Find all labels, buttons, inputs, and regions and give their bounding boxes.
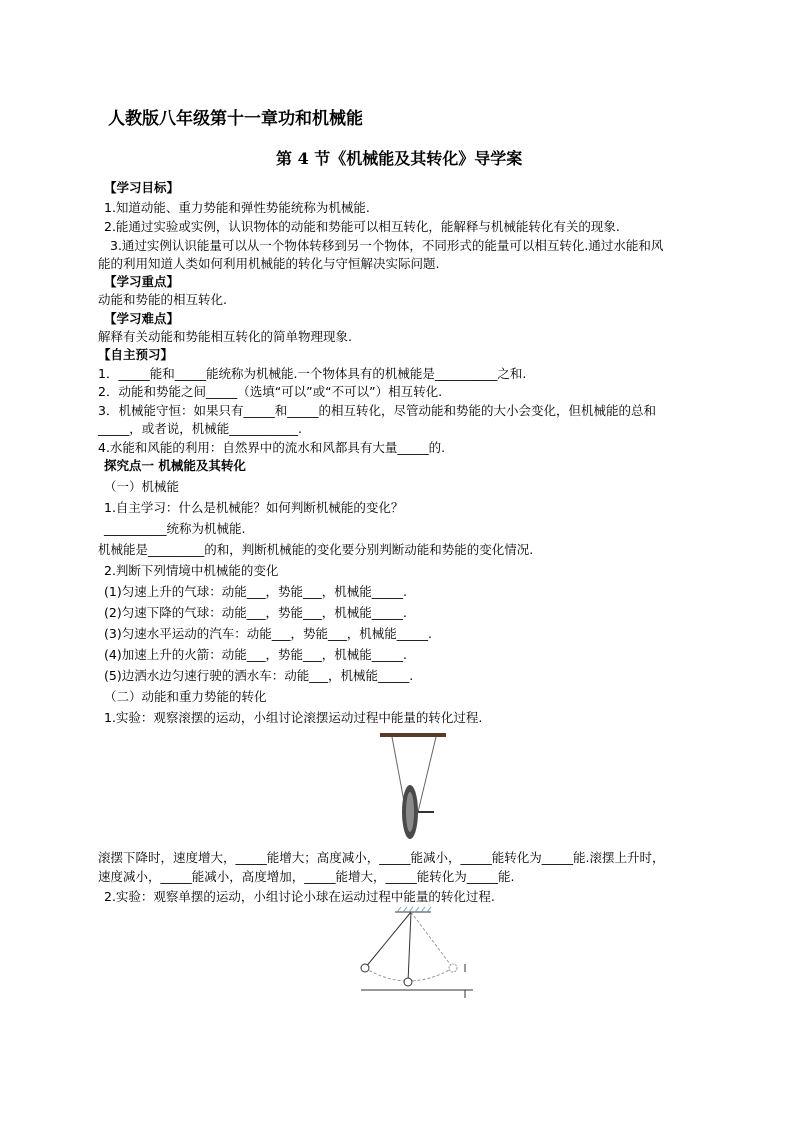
difficulty-heading: 【学习难点】 xyxy=(104,311,180,326)
maxwell-wheel-figure xyxy=(378,728,448,850)
goals-heading: 【学习目标】 xyxy=(104,180,180,195)
question-2: 2.判断下列情境中机械能的变化 xyxy=(104,563,279,578)
preview-item-4: 4.水能和风能的利用：自然界中的流水和风都具有大量_____的. xyxy=(98,440,446,455)
experiment-1-answer-line-1: 滚摆下降时，速度增大，_____能增大；高度减小，_____能减小，_____能转化为_____能.滚摆上升时， xyxy=(98,850,665,865)
preview-item-3-line-1: 3．机械能守恒：如果只有_____和_____的相互转化，尽管动能和势能的大小会变化，但机械能的总和 xyxy=(98,403,656,418)
subsection-mechanical-energy: （一）机械能 xyxy=(104,479,180,494)
pendulum-ball-right xyxy=(449,964,457,972)
difficulty-text: 解释有关动能和势能相互转化的简单物理现象. xyxy=(98,329,352,344)
preview-item-3-line-2: _____，或者说，机械能___________. xyxy=(98,421,302,436)
experiment-1: 1.实验：观察滚摆的运动，小组讨论滚摆运动过程中能量的转化过程. xyxy=(104,710,483,725)
preview-item-1: 1．_____能和_____能统称为机械能.一个物体具有的机械能是__________之和. xyxy=(98,366,527,381)
scenario-4: (4)加速上升的火箭：动能___，势能___，机械能_____. xyxy=(104,647,407,662)
pendulum-string-left xyxy=(365,912,411,968)
wheel-disk-face xyxy=(406,792,414,832)
goal-3-line-2: 能的利用知道人类如何利用机械能的转化与守恒解决实际问题. xyxy=(98,256,440,271)
pendulum-ball-bottom xyxy=(404,978,412,986)
document-subtitle: 第 4 节《机械能及其转化》导学案 xyxy=(276,149,523,168)
goal-2: 2.能通过实验或实例，认识物体的动能和势能可以相互转化，能解释与机械能转化有关的现象. xyxy=(104,219,620,234)
pendulum-string-center xyxy=(408,912,411,982)
pendulum-figure xyxy=(355,906,475,1002)
question-1: 1.自主学习：什么是机械能？如何判断机械能的变化？ xyxy=(104,500,404,515)
wheel-string-right xyxy=(418,737,436,812)
question-1-blank-a: __________统称为机械能. xyxy=(104,521,246,536)
preview-heading: 【自主预习】 xyxy=(98,347,174,362)
experiment-1-answer-line-2: 速度减小，_____能减小，高度增加，_____能增大，_____能转化为_____能. xyxy=(98,869,515,884)
scenario-3: (3)匀速水平运动的汽车：动能___，势能___，机械能_____. xyxy=(104,626,432,641)
scenario-5: (5)边洒水边匀速行驶的洒水车：动能___，机械能_____. xyxy=(104,668,414,683)
key-points-heading: 【学习重点】 xyxy=(104,274,180,289)
goal-1: 1.知道动能、重力势能和弹性势能统称为机械能. xyxy=(104,200,370,215)
document-title: 人教版八年级第十一章功和机械能 xyxy=(108,109,363,129)
key-points-text: 动能和势能的相互转化. xyxy=(98,292,227,307)
ceiling-hatching xyxy=(397,907,431,912)
pendulum-ball-left xyxy=(361,964,369,972)
preview-item-2: 2．动能和势能之间_____（选填“可以”或“不可以”）相互转化. xyxy=(98,384,443,399)
pendulum-string-right xyxy=(411,912,453,968)
explore-point-1: 探究点一 机械能及其转化 xyxy=(104,458,246,473)
subsection-energy-conversion: （二）动能和重力势能的转化 xyxy=(104,689,267,704)
scenario-2: (2)匀速下降的气球：动能___，势能___，机械能_____. xyxy=(104,605,407,620)
scenario-1: (1)匀速上升的气球：动能___，势能___，机械能_____. xyxy=(104,584,407,599)
question-1-blank-b: 机械能是_________的和，判断机械能的变化要分别判断动能和势能的变化情况. xyxy=(98,542,534,557)
wheel-support-bar xyxy=(380,733,446,737)
goal-3-line-1: 3.通过实例认识能量可以从一个物体转移到另一个物体，不同形式的能量可以相互转化.通过水能和风 xyxy=(110,238,664,253)
experiment-2: 2.实验：观察单摆的运动，小组讨论小球在运动过程中能量的转化过程. xyxy=(104,889,495,904)
